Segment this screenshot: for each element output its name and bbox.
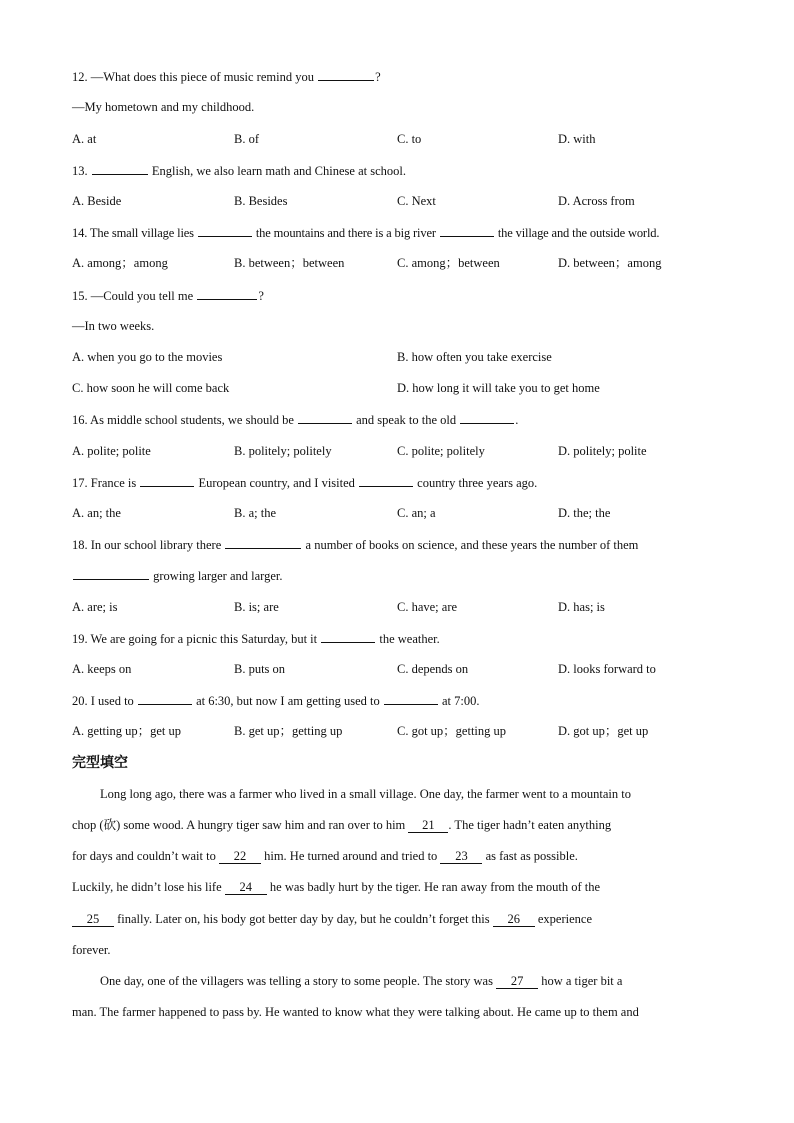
option-c: C. how soon he will come back [72,381,230,395]
option-b: B. is; are [234,600,279,614]
blank-22: 22 [219,850,261,864]
question-17 [72,474,537,491]
blank-25: 25 [72,913,114,927]
passage-text: experience [534,912,593,926]
answer-blank [359,474,413,487]
question-14-middle: the mountains and there is a big river [252,226,439,240]
answer-blank [298,411,352,424]
blank-24: 24 [225,881,267,895]
option-a: A. keeps on [72,662,132,676]
passage-line: man. The farmer happened to pass by. He wanted to know what they were talking about. He came up to them and [72,1005,639,1019]
question-13-text: English, we also learn math and Chinese at school. [148,164,406,178]
option-d: D. Across from [558,194,635,208]
passage-text: he was badly hurt by the tiger. He ran away from the mouth of the [266,880,601,894]
option-b: B. of [234,132,259,146]
option-b: B. how often you take exercise [397,350,552,364]
option-d: D. with [558,132,596,146]
passage-line [72,911,722,927]
option-d: D. got up；get up [558,724,649,738]
question-14-end: the village and the outside world. [494,226,660,240]
passage-line [72,879,722,895]
question-15 [72,287,264,304]
question-19 [72,630,440,647]
question-14-text: 14. The small village lies [72,226,197,240]
answer-blank [198,224,252,237]
answer-blank [460,411,514,424]
question-20 [72,692,479,709]
question-15-reply: —In two weeks. [72,319,155,333]
blank-23: 23 [440,850,482,864]
answer-blank [384,692,438,705]
passage-text: for days and couldn’t wait to [72,849,219,863]
option-b: B. puts on [234,662,286,676]
question-18-end: growing larger and larger. [150,569,283,583]
blank-26: 26 [493,913,535,927]
question-18-text: 18. In our school library there [72,538,225,552]
option-d: D. politely; polite [558,444,647,458]
passage-line [72,817,722,833]
option-c: C. have; are [397,600,458,614]
question-16-text: 16. As middle school students, we should be [72,413,297,427]
option-c: C. polite; politely [397,444,485,458]
option-a: A. getting up；get up [72,724,182,738]
option-a: A. at [72,132,97,146]
option-c: C. Next [397,194,436,208]
blank-21: 21 [408,819,448,833]
answer-blank [197,287,257,300]
answer-blank [73,567,149,580]
question-15-end: ? [258,289,264,303]
question-13 [72,162,406,179]
passage-text: as fast as possible. [482,849,578,863]
question-18-continued [72,567,282,584]
option-b: B. between；between [234,256,345,270]
option-d: D. the; the [558,506,611,520]
question-18-middle: a number of books on science, and these years the number of them [302,538,639,552]
passage-line [72,848,722,864]
option-d: D. has; is [558,600,605,614]
answer-blank [225,536,301,549]
passage-text: chop (砍) some wood. A hungry tiger saw him and ran over to him [72,818,409,832]
question-19-text: 19. We are going for a picnic this Saturday, but it [72,632,321,646]
option-a: A. Beside [72,194,122,208]
option-a: A. are; is [72,600,118,614]
question-12-end: ? [375,70,381,84]
option-b: B. Besides [234,194,288,208]
option-b: B. politely; politely [234,444,332,458]
option-c: C. depends on [397,662,469,676]
option-a: A. when you go to the movies [72,350,223,364]
question-12-reply: —My hometown and my childhood. [72,100,255,114]
answer-blank [318,68,374,81]
option-d: D. looks forward to [558,662,656,676]
section-title: 完型填空 [72,755,128,771]
option-a: A. among；among [72,256,168,270]
question-16-end: . [515,413,519,427]
question-16 [72,411,518,428]
option-d: D. how long it will take you to get home [397,381,600,395]
question-14 [72,224,659,241]
question-20-middle: at 6:30, but now I am getting used to [192,694,383,708]
option-c: C. to [397,132,422,146]
option-d: D. between；among [558,256,662,270]
question-17-text: 17. France is [72,476,140,490]
question-17-end: country three years ago. [414,476,538,490]
option-c: C. an; a [397,506,436,520]
passage-line: Long long ago, there was a farmer who lived in a small village. One day, the farmer went to a mountain to [100,787,631,801]
answer-blank [92,162,148,175]
passage-text: how a tiger bit a [538,974,623,988]
question-15-text: 15. —Could you tell me [72,289,197,303]
answer-blank [321,630,375,643]
option-b: B. a; the [234,506,277,520]
option-a: A. an; the [72,506,121,520]
question-20-text: 20. I used to [72,694,137,708]
passage-text: One day, one of the villagers was telling a story to some people. The story was [100,974,497,988]
question-19-end: the weather. [376,632,440,646]
answer-blank [440,224,494,237]
passage-line: forever. [72,943,111,957]
question-17-middle: European country, and I visited [195,476,359,490]
question-16-middle: and speak to the old [353,413,460,427]
option-c: C. got up；getting up [397,724,507,738]
answer-blank [140,474,194,487]
passage-text: . The tiger hadn’t eaten anything [448,818,612,832]
question-13-number: 13. [72,164,91,178]
question-12 [72,68,381,85]
passage-line [100,973,750,989]
passage-text: Luckily, he didn’t lose his life [72,880,225,894]
option-b: B. get up；getting up [234,724,343,738]
option-a: A. polite; polite [72,444,151,458]
question-20-end: at 7:00. [438,694,480,708]
answer-blank [138,692,192,705]
blank-27: 27 [496,975,538,989]
option-c: C. among；between [397,256,500,270]
passage-text: finally. Later on, his body got better day by day, but he couldn’t forget this [114,912,493,926]
passage-text: him. He turned around and tried to [260,849,441,863]
question-18 [72,536,638,553]
question-12-text: 12. —What does this piece of music remind you [72,70,318,84]
